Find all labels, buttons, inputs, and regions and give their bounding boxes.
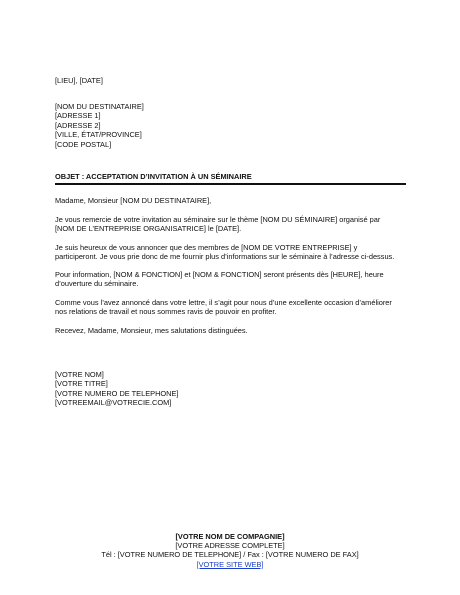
subject-divider [55, 183, 406, 185]
recipient-city: [VILLE, ÉTAT/PROVINCE] [55, 130, 142, 140]
recipient-postal-code: [CODE POSTAL] [55, 139, 112, 149]
recipient-address-2: [ADRESSE 2] [55, 120, 101, 130]
footer-company: [VOTRE NOM DE COMPAGNIE] [175, 532, 285, 541]
recipient-name: [NOM DU DESTINATAIRE] [55, 102, 144, 111]
paragraph-2 [55, 243, 415, 262]
paragraph-line: Pour information, [NOM & FONCTION] et [NOM & FONCTION] seront présents dès [HEURE], heure [55, 270, 384, 279]
signature-phone: [VOTRE NUMERO DE TELEPHONE] [55, 388, 179, 398]
signature-email: [VOTREEMAIL@VOTRECIE.COM] [55, 398, 172, 408]
closing-paragraph [55, 326, 415, 335]
footer-contact: Tél : [VOTRE NUMERO DE TELEPHONE] / Fax : [VOTRE NUMERO DE FAX] [101, 550, 359, 560]
place-date: [LIEU], [DATE] [55, 76, 103, 85]
signature-name: [VOTRE NOM] [55, 370, 104, 379]
paragraph-line: Je vous remercie de votre invitation au séminaire sur le thème [NOM DU SÉMINAIRE] organisé par [55, 215, 381, 224]
letter-subject: OBJET : ACCEPTATION D’INVITATION À UN SÉMINAIRE [55, 172, 252, 181]
footer-website-link[interactable]: [VOTRE SITE WEB] [196, 559, 264, 569]
salutation: Madame, Monsieur [NOM DU DESTINATAIRE], [55, 196, 212, 205]
footer [0, 532, 460, 569]
paragraph-line: [NOM DE L’ENTREPRISE ORGANISATRICE] le [DATE]. [55, 224, 242, 234]
paragraph-line: d’ouverture du séminaire. [55, 279, 139, 289]
paragraph-line: participeront. Je vous prie donc de me fournir plus d’informations sur le séminaire à l’adresse ci-dessus. [55, 252, 395, 262]
signature-title: [VOTRE TITRE] [55, 379, 108, 389]
recipient-address-1: [ADRESSE 1] [55, 111, 101, 121]
paragraph-4 [55, 298, 415, 317]
paragraph-line: Comme vous l’avez annoncé dans votre lettre, il s’agit pour nous d’une excellente occasion d’améliorer [55, 298, 392, 307]
footer-address: [VOTRE ADRESSE COMPLETE] [175, 541, 285, 551]
paragraph-3 [55, 270, 415, 289]
paragraph-line: nos relations de travail et nous sommes ravis de pouvoir en profiter. [55, 307, 277, 317]
paragraph-1 [55, 215, 415, 234]
paragraph-line: Recevez, Madame, Monsieur, mes salutations distinguées. [55, 326, 248, 335]
paragraph-line: Je suis heureux de vous annoncer que des membres de [NOM DE VOTRE ENTREPRISE] y [55, 243, 358, 252]
